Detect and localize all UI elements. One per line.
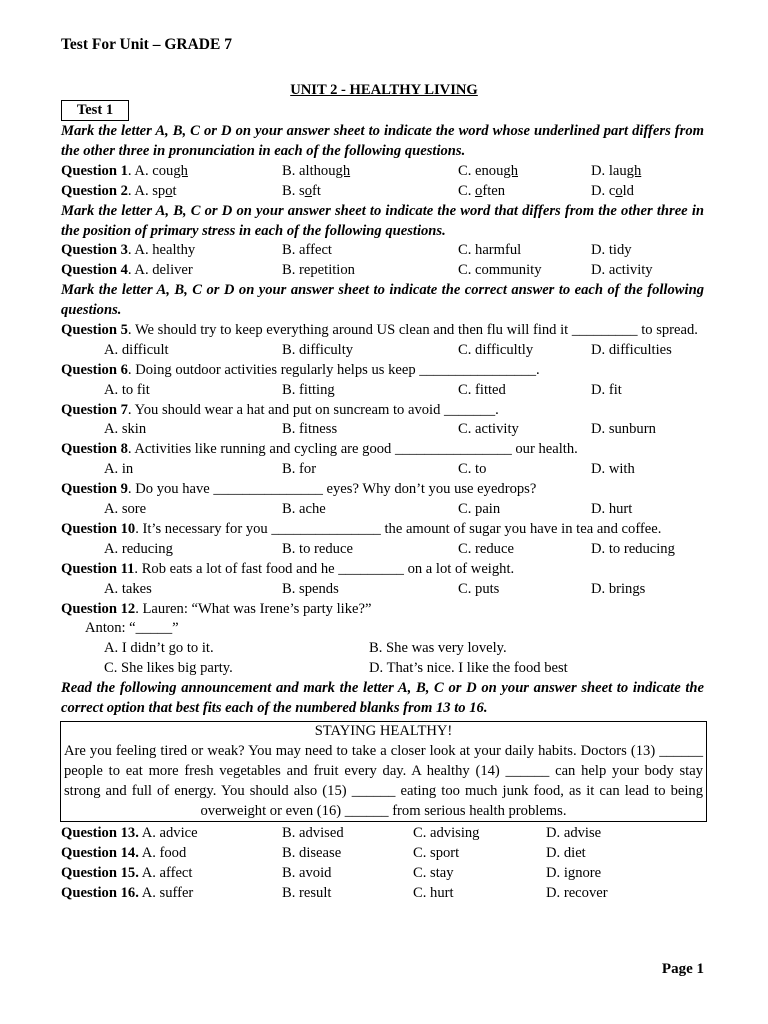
option-c: C. advising <box>413 825 480 842</box>
instruction-reading: Read the following announcement and mark the letter A, B, C or D on your answer sheet to indicate the correct option that best fits each of the numbered blanks from 13 to 16. <box>61 680 704 716</box>
question-label: Question 13. <box>61 825 139 842</box>
option-d: D. sunburn <box>591 421 656 438</box>
option-a: A. sore <box>104 501 147 518</box>
question-label: Question 9 <box>61 481 128 498</box>
option-d: D. diet <box>546 845 586 862</box>
question-text: . Activities like running and cycling are good ________________ our health. <box>127 441 578 458</box>
option-d: D. activity <box>591 262 653 279</box>
question-label: Question 12 <box>61 600 136 617</box>
option-d: D. That’s nice. I like the food best <box>369 660 568 677</box>
question-label: Question 4 <box>61 262 128 279</box>
question-row: Question 4. A. deliver B. repetition C. community D. activity <box>61 261 704 281</box>
question-stem <box>61 480 704 500</box>
option-c: C. community <box>458 262 542 279</box>
option-b: B. to reduce <box>282 540 353 557</box>
option-d: D. cold <box>591 182 634 199</box>
question-stem <box>61 520 704 540</box>
option-a: A. food <box>141 845 187 862</box>
question-text: . Do you have _______________ eyes? Why don’t you use eyedrops? <box>127 481 537 498</box>
options-row <box>61 659 704 679</box>
question-row <box>61 824 704 844</box>
option-c: C. puts <box>458 580 500 597</box>
option-a: A. in <box>104 461 134 478</box>
option-a: A. affect <box>141 865 193 882</box>
instruction-pronunciation: Mark the letter A, B, C or D on your answer sheet to indicate the word whose underlined part differs from the other three in pronunciation in each of the following questions. <box>61 123 704 159</box>
option-b: B. advised <box>282 825 344 842</box>
options-row <box>61 639 704 659</box>
options-row <box>61 381 704 401</box>
option-b: B. affect <box>282 242 332 259</box>
question-text: . Lauren: “What was Irene’s party like?” <box>135 600 372 617</box>
option-c: C. harmful <box>458 242 522 259</box>
option-c: C. often <box>458 182 506 199</box>
option-a: A. spot <box>134 182 177 199</box>
option-a: A. to fit <box>104 381 150 398</box>
option-c: C. She likes big party. <box>104 660 233 677</box>
question-label: Question 10 <box>61 520 136 537</box>
question-text: . You should wear a hat and put on suncream to avoid _______. <box>127 401 499 418</box>
question-stem <box>61 321 704 341</box>
question-label: Question 7 <box>61 401 128 418</box>
option-b: B. result <box>282 885 332 902</box>
question-label: Question 3 <box>61 242 128 259</box>
question-stem <box>61 361 704 381</box>
option-d: D. advise <box>546 825 602 842</box>
question-stem <box>61 600 704 620</box>
passage-text: Are you feeling tired or weak? You may need to take a closer look at your daily habits. Doctors (13) ______ people to eat more fresh vegetables and fruit every day. A healthy (14) ______ can help your body stay strong and full of energy. You should also (15) ______ eating too much junk food, as it can lead to being overweight or even (16) ______ from serious health problems. <box>64 742 703 819</box>
option-b: B. ache <box>282 501 326 518</box>
question-row <box>61 844 704 864</box>
options-row <box>61 580 704 600</box>
question-label: Question 11 <box>61 560 135 577</box>
option-c: C. pain <box>458 501 501 518</box>
page-number: Page 1 <box>661 961 704 977</box>
question-label: Question 6 <box>61 361 128 378</box>
unit-title: UNIT 2 - HEALTHY LIVING <box>290 82 478 98</box>
option-a: A. deliver <box>134 262 193 279</box>
option-a: A. difficult <box>104 341 169 358</box>
option-b: B. avoid <box>282 865 332 882</box>
option-c: C. difficultly <box>458 341 534 358</box>
question-row: Question 3. A. healthy B. affect C. harmful D. tidy <box>61 241 704 261</box>
options-row <box>61 500 704 520</box>
instruction-stress: Mark the letter A, B, C or D on your answer sheet to indicate the word that differs from the other three in the position of primary stress in each of the following questions. <box>61 202 704 239</box>
option-a: A. skin <box>104 421 147 438</box>
option-d: D. brings <box>591 580 646 597</box>
question-label: Question 5 <box>61 322 128 338</box>
option-c: C. reduce <box>458 540 514 557</box>
question-stem <box>61 401 704 421</box>
question-stem <box>61 440 704 460</box>
question-label: Question 14. <box>61 845 139 862</box>
options-row <box>61 460 704 480</box>
document-header: Test For Unit – GRADE 7 <box>61 36 232 53</box>
option-a: A. advice <box>141 825 198 842</box>
question-text: . Doing outdoor activities regularly helps us keep ________________. <box>127 361 540 378</box>
option-d: D. hurt <box>591 501 633 518</box>
option-b: B. soft <box>282 182 321 199</box>
option-b: B. She was very lovely. <box>369 640 507 657</box>
options-row <box>61 540 704 560</box>
option-c: C. hurt <box>413 885 454 902</box>
question-text: . Rob eats a lot of fast food and he _________ on a lot of weight. <box>134 560 515 577</box>
question-label: Question 16. <box>61 885 139 902</box>
option-b: B. spends <box>282 580 339 597</box>
passage-box <box>60 721 707 823</box>
option-b: B. although <box>282 162 351 179</box>
option-a: A. healthy <box>134 242 196 259</box>
option-d: D. fit <box>591 381 622 398</box>
option-b: B. difficulty <box>282 341 354 358</box>
option-c: C. sport <box>413 845 460 862</box>
question-row: Question 1. A. cough B. although C. enough D. laugh <box>61 162 704 182</box>
option-d: D. ignore <box>546 865 602 882</box>
question-stem <box>61 560 704 580</box>
question-row <box>61 864 704 884</box>
option-a: A. reducing <box>104 540 173 557</box>
passage-title: STAYING HEALTHY! <box>314 722 453 739</box>
option-d: D. with <box>591 461 635 478</box>
option-a: A. suffer <box>141 885 194 902</box>
question-text: . We should try to keep everything around US clean and then flu will find it _________ to spread. <box>127 322 698 338</box>
option-b: B. for <box>282 461 317 478</box>
option-a: A. I didn’t go to it. <box>104 640 214 657</box>
option-b: B. fitting <box>282 381 335 398</box>
options-row <box>61 420 704 440</box>
option-d: D. tidy <box>591 242 632 259</box>
option-a: A. takes <box>104 580 152 597</box>
question-text: . It’s necessary for you _______________ the amount of sugar you have in tea and coffee. <box>135 520 662 537</box>
option-c: C. fitted <box>458 381 506 398</box>
question-label: Question 15. <box>61 865 139 882</box>
option-d: D. laugh <box>591 162 642 179</box>
option-d: D. difficulties <box>591 341 672 358</box>
option-c: C. to <box>458 461 487 478</box>
options-row <box>61 341 704 361</box>
question-label: Question 1 <box>61 162 128 179</box>
instruction-correct-answer: Mark the letter A, B, C or D on your answer sheet to indicate the correct answer to each of the following questions. <box>61 282 704 319</box>
question-body <box>61 122 704 904</box>
option-c: C. stay <box>413 865 454 882</box>
option-b: B. repetition <box>282 262 355 279</box>
option-c: C. enough <box>458 162 518 179</box>
option-d: D. recover <box>546 885 608 902</box>
question-row: Question 2. A. spot B. soft C. often D. cold <box>61 182 704 202</box>
test-label-box: Test 1 <box>61 100 129 121</box>
question-row <box>61 884 704 904</box>
option-d: D. to reducing <box>591 540 675 557</box>
option-b: B. fitness <box>282 421 338 438</box>
question-label: Question 2 <box>61 182 128 199</box>
option-a: A. cough <box>134 162 188 179</box>
question-label: Question 8 <box>61 441 128 458</box>
dialogue-line <box>61 619 704 639</box>
anton-line: Anton: “_____” <box>85 620 179 637</box>
option-c: C. activity <box>458 421 519 438</box>
option-b: B. disease <box>282 845 342 862</box>
